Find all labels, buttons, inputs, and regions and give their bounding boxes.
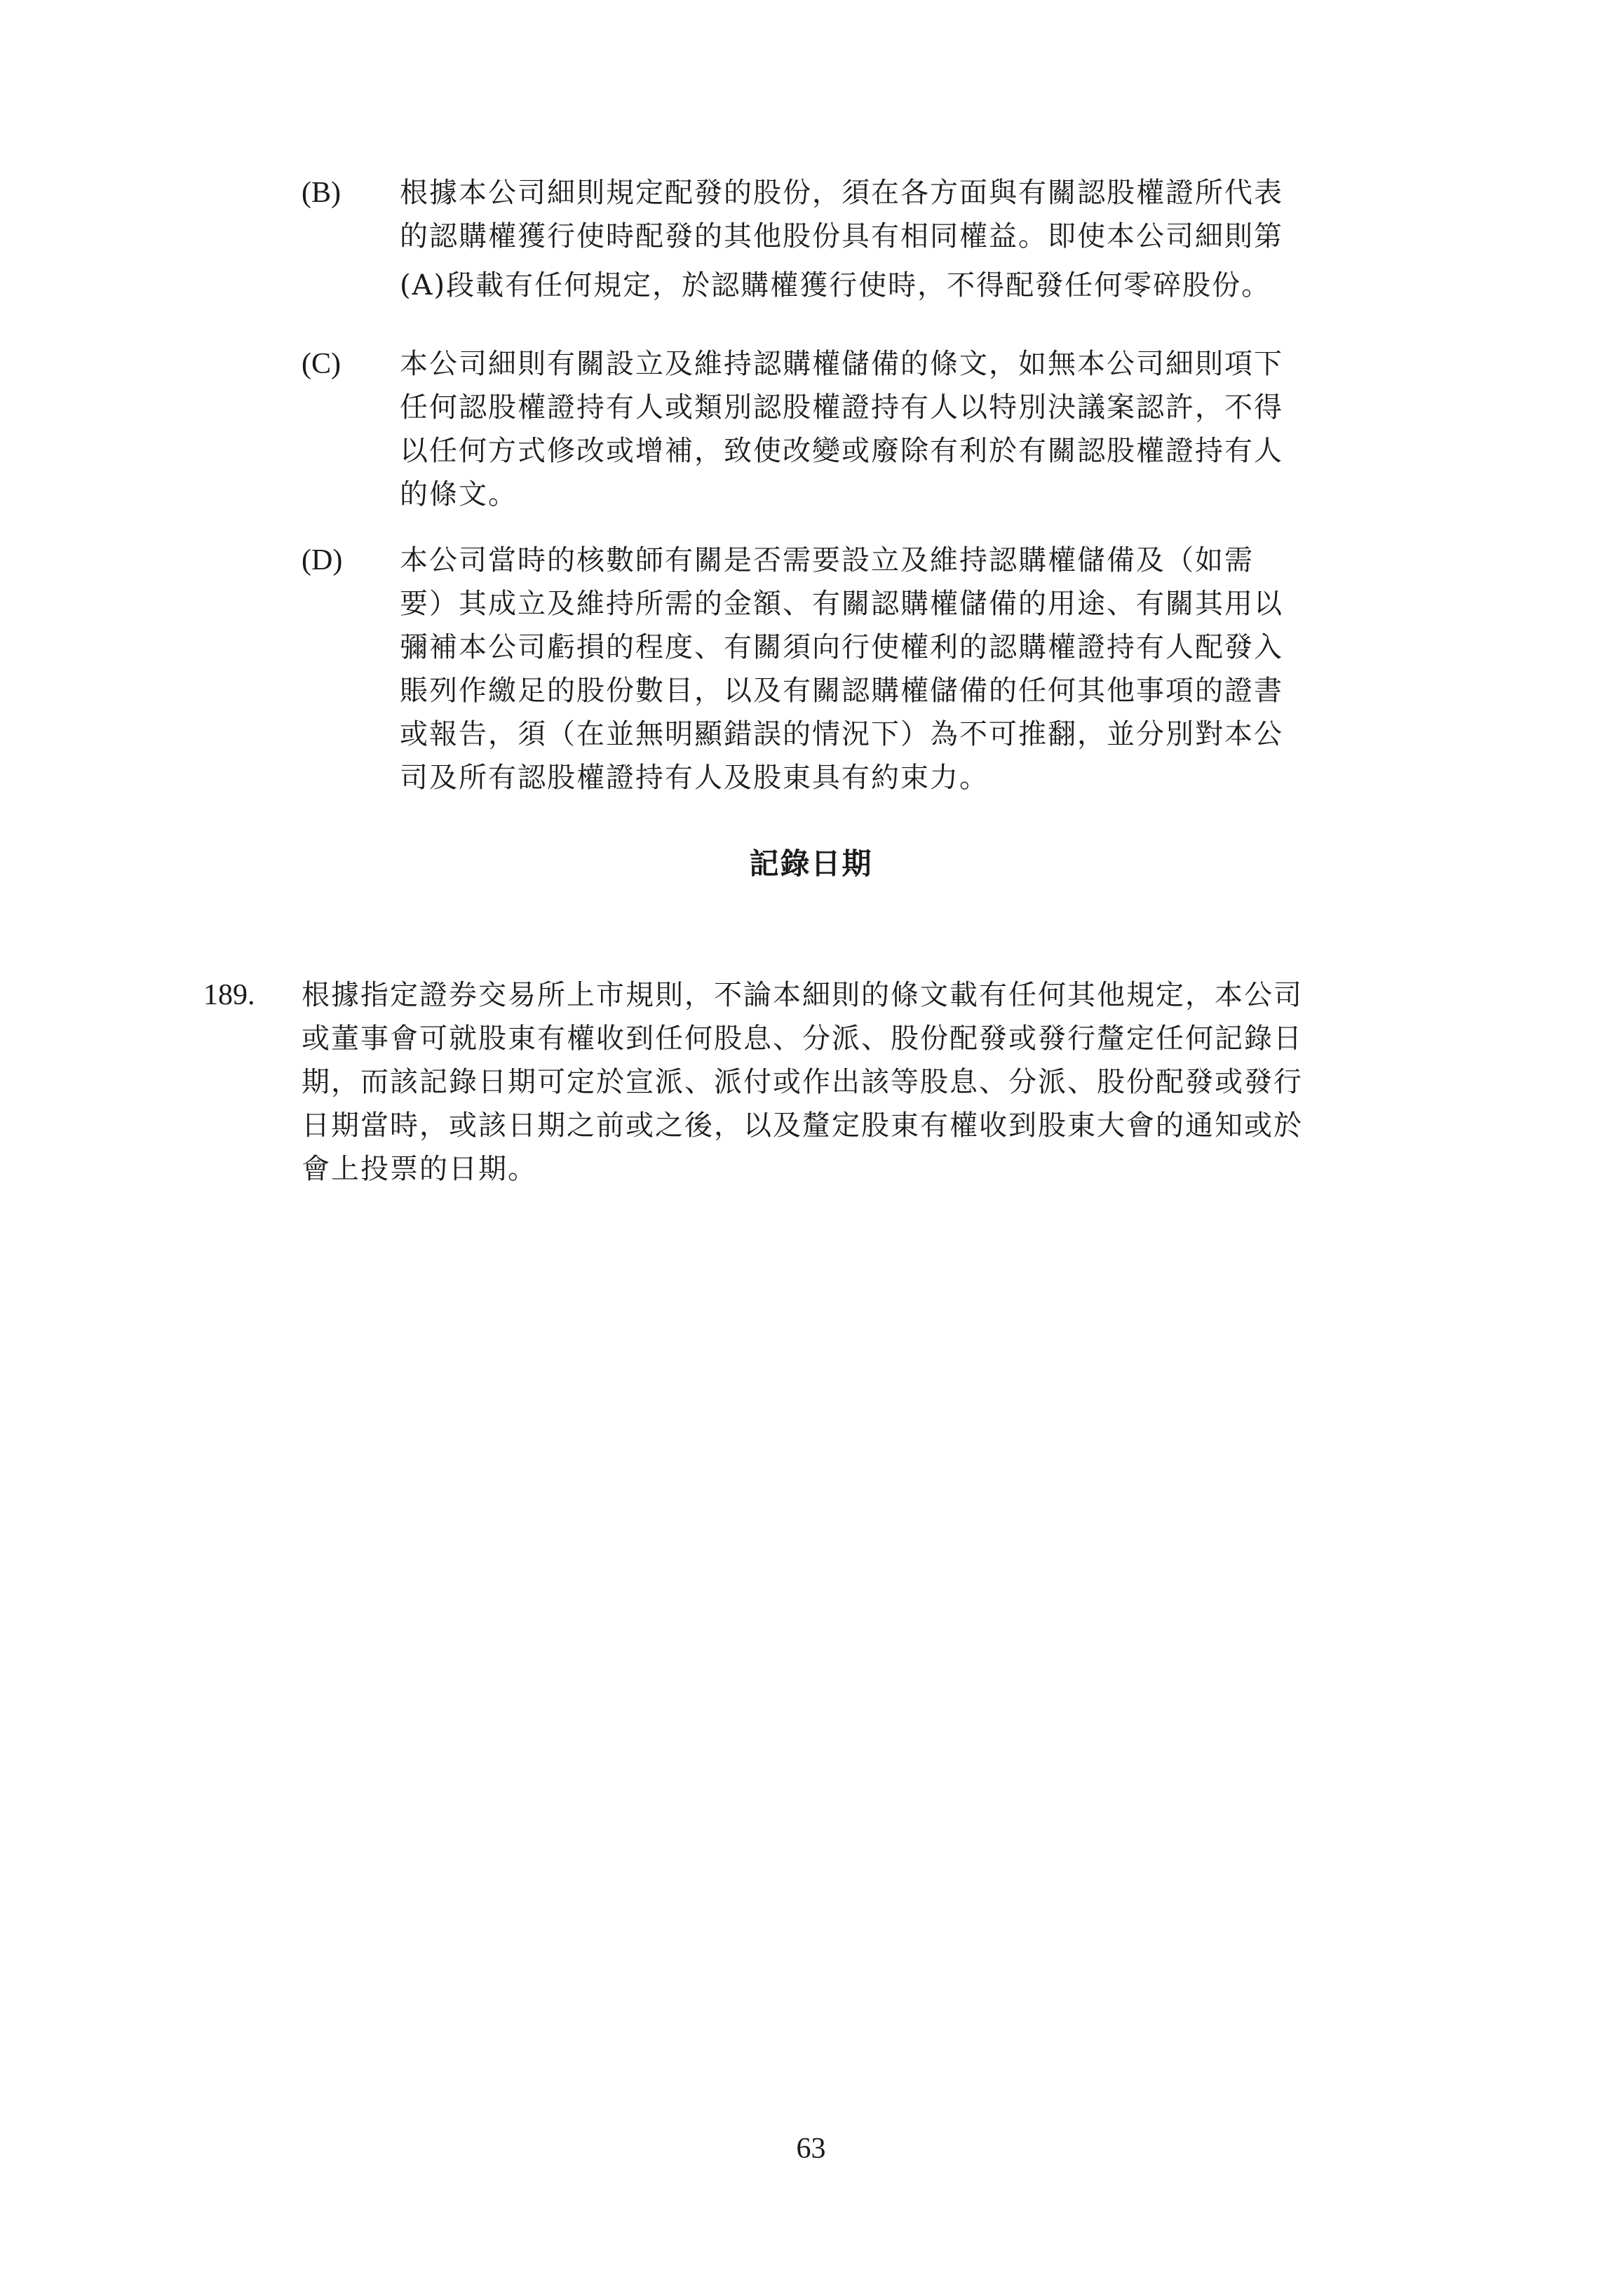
paragraph-d-line: 賬列作繳足的股份數目，以及有關認購權儲備的任何其他事項的證書	[400, 675, 1283, 707]
paragraph-d-line: 彌補本公司虧損的程度、有關須向行使權利的認購權證持有人配發入	[400, 631, 1283, 663]
paragraph-c-text	[400, 342, 1283, 516]
paragraph-b-line: (A)段載有任何規定，於認購權獲行使時，不得配發任何零碎股份。	[400, 269, 1271, 302]
paragraph-d-text	[400, 539, 1283, 799]
article-number: 189.	[203, 979, 255, 1011]
article-line: 會上投票的日期。	[302, 1153, 537, 1185]
article-line: 期，而該記錄日期可定於宣派、派付或作出該等股息、分派、股份配發或發行	[302, 1066, 1303, 1098]
article-line: 根據指定證券交易所上市規則，不論本細則的條文載有任何其他規定，本公司	[302, 979, 1303, 1011]
article-text	[302, 973, 1303, 1191]
paragraph-d-label: (D)	[302, 544, 343, 576]
paragraph-d-line: 要）其成立及維持所需的金額、有關認購權儲備的用途、有關其用以	[400, 588, 1283, 620]
paragraph-c-line: 本公司細則有關設立及維持認購權儲備的條文，如無本公司細則項下	[400, 348, 1283, 380]
article-line: 或董事會可就股東有權收到任何股息、分派、股份配發或發行釐定任何記錄日	[302, 1022, 1303, 1055]
paragraph-c-label: (C)	[302, 348, 341, 380]
paragraph-c-line: 的條文。	[400, 478, 518, 511]
paragraph-b-text	[400, 171, 1283, 307]
paragraph-b-label: (B)	[302, 177, 341, 209]
paragraph-d-line: 司及所有認股權證持有人及股東具有約束力。	[400, 762, 989, 794]
section-heading: 記錄日期	[749, 846, 873, 881]
paragraph-d-line: 或報告，須（在並無明顯錯誤的情況下）為不可推翻，並分別對本公	[400, 718, 1283, 750]
paragraph-d-line: 本公司當時的核數師有關是否需要設立及維持認購權儲備及（如需	[400, 544, 1254, 576]
article-line: 日期當時，或該日期之前或之後，以及釐定股東有權收到股東大會的通知或於	[302, 1109, 1303, 1142]
page-number: 63	[796, 2133, 826, 2165]
paragraph-b-line: 的認購權獲行使時配發的其他股份具有相同權益。即使本公司細則第	[400, 220, 1283, 252]
paragraph-c-line: 以任何方式修改或增補，致使改變或廢除有利於有關認股權證持有人	[400, 435, 1283, 467]
paragraph-c-line: 任何認股權證持有人或類別認股權證持有人以特別決議案認許，不得	[400, 391, 1283, 424]
paragraph-b-line: 根據本公司細則規定配發的股份，須在各方面與有關認股權證所代表	[400, 177, 1283, 209]
